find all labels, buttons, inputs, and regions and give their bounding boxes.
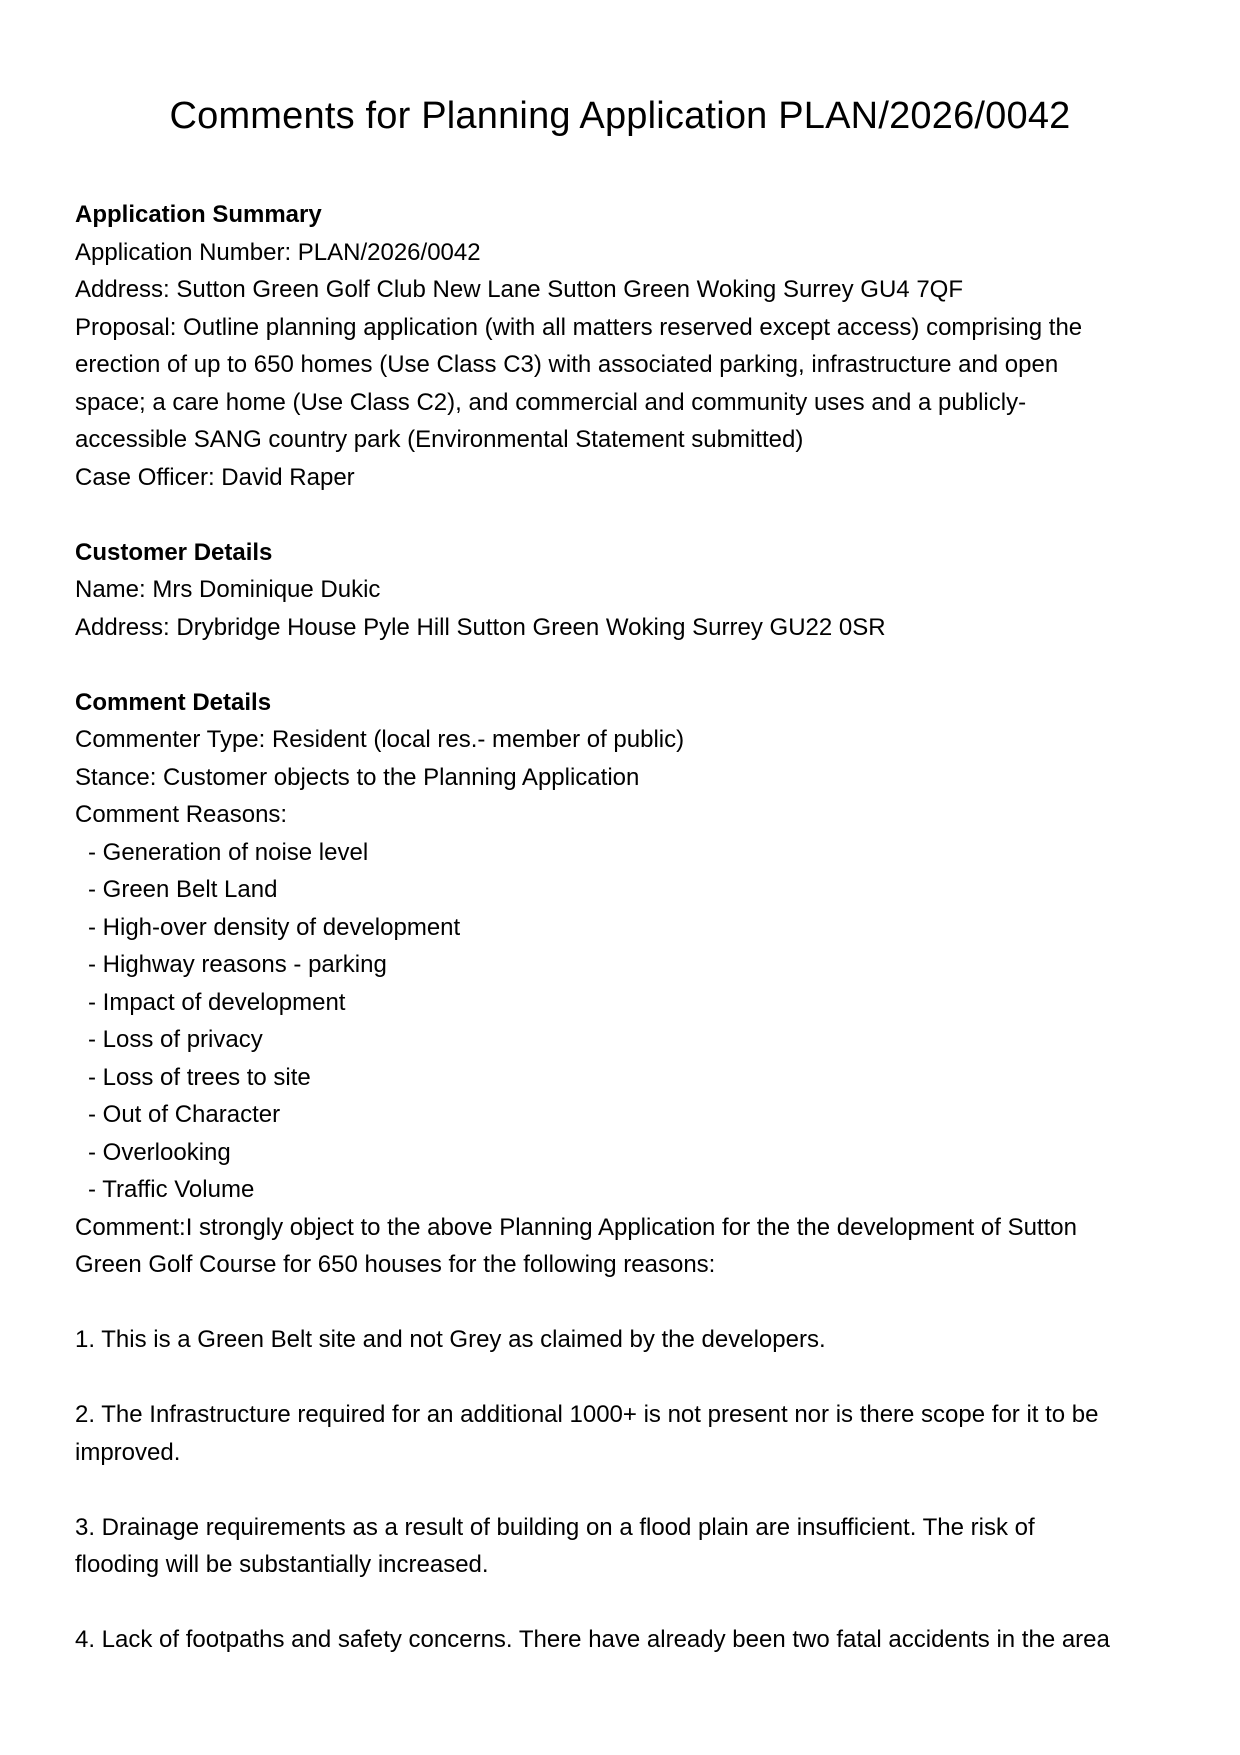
customer-name: Name: Mrs Dominique Dukic bbox=[75, 576, 381, 603]
comment-reason-item: - Highway reasons - parking bbox=[88, 951, 387, 978]
objection-point-2: 2. The Infrastructure required for an additional 1000+ is not present nor is there scope for it to be bbox=[75, 1401, 1099, 1428]
objection-point-2-continued: improved. bbox=[75, 1438, 181, 1466]
spacer bbox=[75, 1359, 1165, 1397]
comment-reason-item: - Out of Character bbox=[88, 1101, 281, 1128]
comment-reason-item: - Impact of development bbox=[88, 988, 346, 1016]
objection-point-4: 4. Lack of footpaths and safety concerns. There have already been two fatal accidents in the area bbox=[75, 1626, 1110, 1653]
proposal-line: accessible SANG country park (Environmental Statement submitted) bbox=[75, 426, 804, 453]
page-title: Comments for Planning Application PLAN/2026/0042 bbox=[169, 95, 1071, 137]
objection-point-3-continued: flooding will be substantially increased. bbox=[75, 1551, 489, 1578]
comment-reason-item: - Green Belt Land bbox=[88, 876, 278, 903]
document-body bbox=[75, 196, 1165, 1659]
spacer bbox=[75, 1284, 1165, 1322]
customer-details-section bbox=[75, 534, 1165, 647]
spacer bbox=[75, 1471, 1165, 1509]
comment-reason-item: - Overlooking bbox=[88, 1138, 231, 1166]
application-address: Address: Sutton Green Golf Club New Lane Sutton Green Woking Surrey GU4 7QF bbox=[75, 276, 963, 303]
stance: Stance: Customer objects to the Planning Application bbox=[75, 763, 640, 791]
spacer bbox=[75, 646, 1165, 684]
comment-reason-item: - Loss of privacy bbox=[88, 1026, 263, 1053]
comment-reason-item: - Generation of noise level bbox=[88, 838, 369, 866]
spacer bbox=[75, 496, 1165, 534]
comment-text-line: Green Golf Course for 650 houses for the following reasons: bbox=[75, 1251, 716, 1278]
application-number: Application Number: PLAN/2026/0042 bbox=[75, 238, 481, 266]
proposal-line: Proposal: Outline planning application (with all matters reserved except access) comprising the bbox=[75, 313, 1083, 341]
customer-details-heading: Customer Details bbox=[75, 538, 273, 566]
objection-point-3: 3. Drainage requirements as a result of building on a flood plain are insufficient. The risk of bbox=[75, 1513, 1035, 1541]
comment-details-section bbox=[75, 684, 1165, 1659]
comment-reason-item: - Traffic Volume bbox=[88, 1176, 255, 1203]
comment-reason-item: - Loss of trees to site bbox=[88, 1063, 311, 1091]
application-summary-heading: Application Summary bbox=[75, 201, 322, 228]
comment-reasons-label: Comment Reasons: bbox=[75, 801, 288, 828]
comment-text-line: Comment:I strongly object to the above Planning Application for the the development of Sutton bbox=[75, 1213, 1077, 1241]
comment-reason-item: - High-over density of development bbox=[88, 913, 461, 941]
case-officer: Case Officer: David Raper bbox=[75, 463, 355, 491]
proposal-line: space; a care home (Use Class C2), and commercial and community uses and a publicly- bbox=[75, 388, 1027, 416]
objection-point-1: 1. This is a Green Belt site and not Grey as claimed by the developers. bbox=[75, 1326, 826, 1353]
proposal-line: erection of up to 650 homes (Use Class C3) with associated parking, infrastructure and open bbox=[75, 351, 1059, 378]
spacer bbox=[75, 1584, 1165, 1622]
application-summary-section bbox=[75, 196, 1165, 496]
comment-details-heading: Comment Details bbox=[75, 688, 272, 716]
commenter-type: Commenter Type: Resident (local res.- member of public) bbox=[75, 726, 685, 753]
customer-address: Address: Drybridge House Pyle Hill Sutton Green Woking Surrey GU22 0SR bbox=[75, 613, 886, 641]
